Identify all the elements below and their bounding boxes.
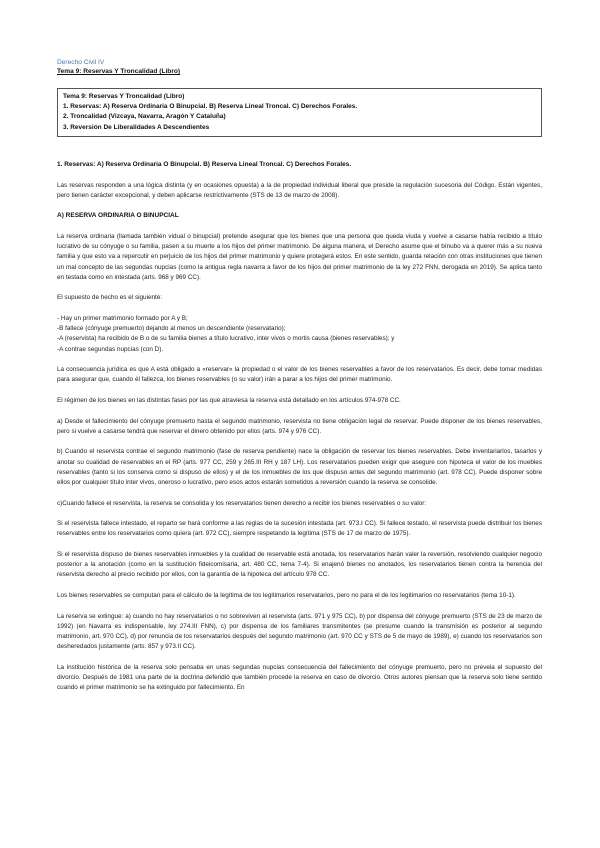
- toc-item: 1. Reservas: A) Reserva Ordinaria O Binupcial. B) Reserva Lineal Troncal. C) Derechos Forales.: [63, 103, 358, 111]
- paragraph: La institución histórica de la reserva solo pensaba en unas segundas nupcias consecuencia del fallecimiento del cónyuge premuerto, pero no prevela el supuesto del divorcio. Después de 1981 una parte de la doctrina defendió que también procede la reserva en caso de divorcio. Otros autores piensan que la reserva solo tiene sentido cuando el primer matrimonio se ha extinguido por fallecimiento. En: [57, 663, 542, 692]
- paragraph: Si el reservista dispuso de bienes reservables inmuebles y la cualidad de reservable está anotada, los reservatarios harán valer la reversión, resolviendo cualquier negocio posterior a la anotación (como en la sustitución fideicomisaria, art. 480 CC, tema 7-4). Si enajenó bienes no anotados, los reservatarios tienen contra la herencia del reservista derecho al precio recibido por ellos, con la garantía de la hipoteca del artículo 978 CC.: [57, 550, 542, 579]
- subsection-heading: A) RESERVA ORDINARIA O BINUPCIAL: [57, 212, 179, 220]
- paragraph: La reserva ordinaria (llamada también vidual o binupcial) pretende asegurar que los bienes que una persona que queda viuda y vuelve a casarse había recibido a título lucrativo de su cónyuge o su familia, pasen a su muerte a los hijos del primer matrimonio. De alguna manera, el Derecho asume que el bínubo va a querer más a su nueva familia y que esto va a repercutir en perjuicio de los hijos del primer matrimonio y quiere protegerá estos. En este sentido, guarda relación con otras instituciones que tienen un mal concepto de las segundas nupcias (como la antigua regla navarra a favor de los hijos del primer matrimonio de la ley 272 FNN, derogada en 2019). Se aplica tanto en testada como en intestada (arts. 968 y 969 CC).: [57, 232, 542, 281]
- toc-item: Tema 9: Reservas Y Troncalidad (Libro): [63, 93, 185, 100]
- paragraph: b) Cuando el reservista contrae el segundo matrimonio (fase de reserva pendiente) nace la obligación de reservar los bienes reservables. Debe inventariarlos, tasarlos y anotar su cualidad de reservables en el RP (arts. 977 CC, 259 y 265.III RH y 187 LH). Los reservatarios pueden exigir que asegure con hipoteca el valor de los muebles reservables (tanto si los conserva como si dispuso de ellos) y el de los inmuebles de los que dispuso antes del segundo matrimonio (art. 978 CC). Puede disponer sobre ellos por cualquier título inter vivos, oneroso o lucrativo, pero esos actos estarán sometidos a reversión cuando la reserva se consolide.: [57, 448, 542, 486]
- document-body: [57, 160, 542, 693]
- paragraph: El régimen de los bienes en las distintas fases por las que atraviesa la reserva está detallado en los artículos 974-978 CC.: [57, 396, 401, 404]
- paragraph: Si el reservista fallece intestado, el reparto se hará conforme a las reglas de la sucesión intestada (art. 973.I CC). Si fallece testado, el reservista puede distribuir los bienes reservables entre los reservatarios como quiera (art. 972 CC), siempre respetando la legítima (STS de 17 de marzo de 1975).: [57, 520, 542, 538]
- table-of-contents: [57, 88, 542, 137]
- paragraph: La consecuencia jurídica es que A está obligado a «reservar» la propiedad o el valor de los bienes reservables a favor de los reservatarios. Es decir, debe tomar medidas para asegurar que, cuando él fallezca, los bienes reservables (o su valor) irán a parar a los hijos del primer matrimonio.: [57, 366, 542, 384]
- section-heading: 1. Reservas: A) Reserva Ordinaria O Binupcial. B) Reserva Lineal Troncal. C) Derechos Forales.: [57, 161, 352, 168]
- paragraph: Los bienes reservables se computan para el cálculo de la legítima de los legitimarios reservatarios, pero no para el de los legitimarios no reservatarios (tema 10-1).: [57, 591, 516, 599]
- paragraph: c)Cuando fallece el reservista, la reserva se consolida y los reservatarios tienen derecho a recibir los bienes reservables o su valor:: [57, 499, 427, 507]
- paragraph: Las reservas responden a una lógica distinta (y en ocasiones opuesta) a la de propiedad individual liberal que preside la regulación sucesoria del Código. Están vigentes, pero tienen carácter excepcional, y deben aplicarse restrictivamente (STS de 13 de marzo de 2008).: [57, 181, 542, 199]
- list-item: -A (reservista) ha recibido de B o de su familia bienes a título lucrativo, inter vivos o mortis causa (bienes reservables); y: [57, 335, 395, 343]
- list-item: - Hay un primer matrimonio formado por A y B;: [57, 314, 188, 322]
- paragraph: El supuesto de hecho es el siguiente:: [57, 294, 163, 302]
- paragraph: La reserva se extingue: a) cuando no hay reservatarios o no sobreviven al reservista (arts. 971 y 975 CC), b) por dispensa del cónyuge premuerto (STS de 23 de marzo de 1992) (en Navarra es indispensable, ley 274.III FNN), c) por dispensa de los familiares transmitentes (se presume cuando la transmisión es posterior al segundo matrimonio, art. 970 CC), d) por renuncia de los reservatarios después del segundo matrimonio (art. 970 CC y STS de 5 de mayo de 1989), e) cuando los reservatarios son desheredados justamente (arts. 857 y 973.II CC).: [57, 612, 542, 651]
- topic-title: Tema 9: Reservas Y Troncalidad (Libro): [57, 68, 181, 75]
- toc-item: 3. Reversión De Liberalidades A Descendientes: [63, 123, 210, 131]
- list-item: -B fallece (cónyuge premuerto) dejando al menos un descendiente (reservatario);: [57, 325, 286, 333]
- fact-list: [57, 314, 542, 355]
- course-title: Derecho Civil IV: [57, 59, 105, 66]
- toc-item: 2. Troncalidad (Vizcaya, Navarra, Aragón Y Cataluña): [63, 113, 226, 121]
- paragraph: a) Desde el fallecimiento del cónyuge premuerto hasta el segundo matrimonio, reservista no tiene obligación legal de reservar. Puede disponer de los bienes reservables, pero si vuelve a casarse tendrá que reservar el dinero obtenido por ellos (arts. 974 y 976 CC).: [57, 417, 542, 435]
- list-item: -A contrae segundas nupcias (con D).: [57, 345, 164, 353]
